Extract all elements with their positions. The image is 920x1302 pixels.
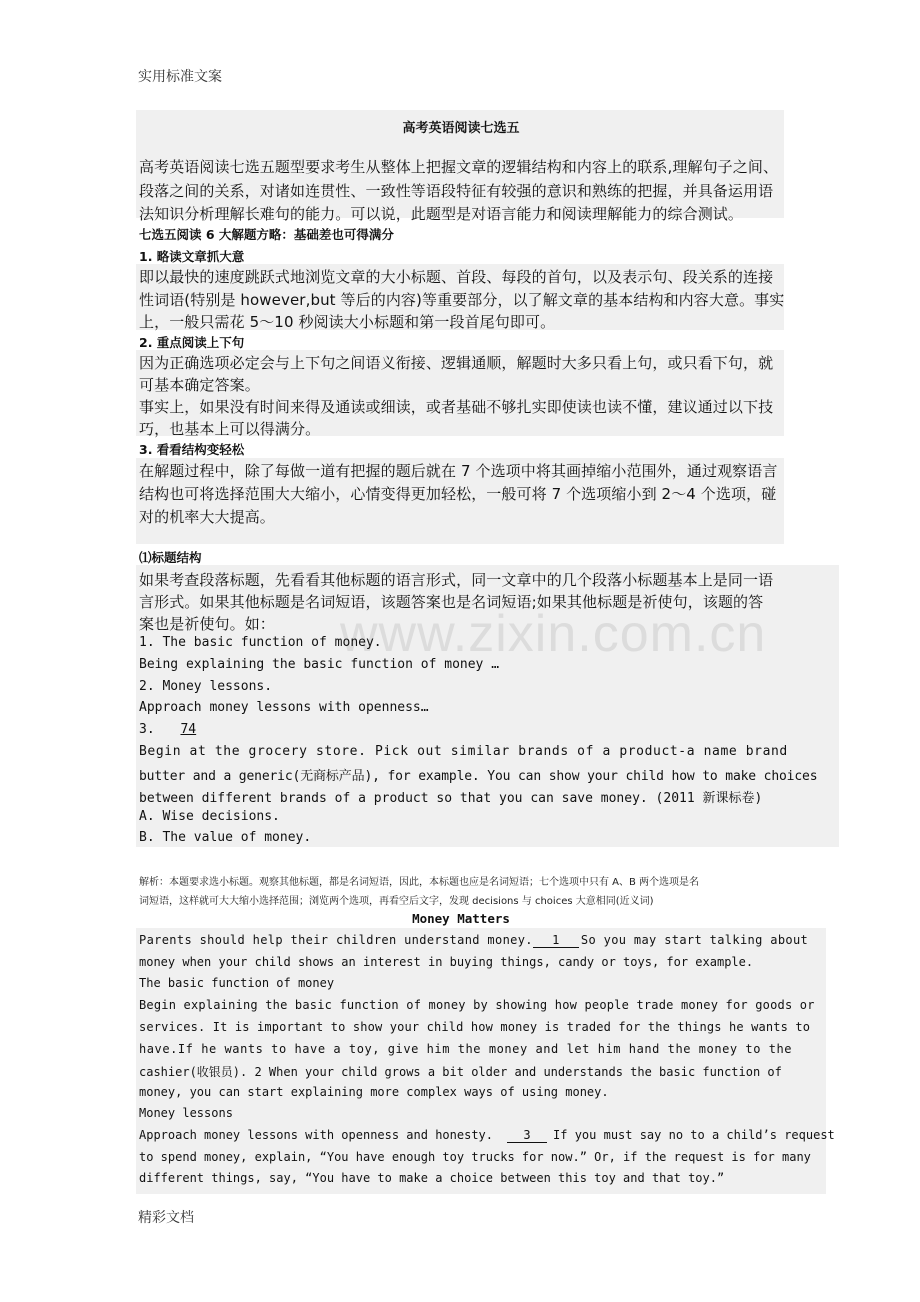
method-title: 七选五阅读 6 大解题方略：基础差也可得满分 [139,227,394,242]
document-title: 高考英语阅读七选五 [402,121,520,136]
option-a: A. Wise decisions. [139,809,280,824]
article-text: If you must say no to a child’s request [553,1128,835,1142]
section-line: 事实上，如果没有时间来得及通读或细读，或者基础不够扎实即使读也读不懂，建议通过以下技 [139,398,774,416]
section-line: 上，一般只需花 5～10 秒阅读大小标题和第一段首尾句即可。 [139,313,556,331]
article-text: Approach money lessons with openness and honesty. [139,1128,494,1142]
section-line: 在解题过程中，除了每做一道有把握的题后就在 7 个选项中将其画掉缩小范围外，通过观察语言 [139,462,778,480]
section-title: 2. 重点阅读上下句 [139,335,245,350]
subsection-line: 案也是祈使句。如： [139,615,275,633]
section-title: 1. 略读文章抓大意 [139,249,245,264]
section-title: 3. 看看结构变轻松 [139,442,245,457]
section-line: 可基本确定答案。 [139,376,260,394]
article-line: Begin explaining the basic function of money by showing how people trade money for goods or [139,998,815,1012]
subsection-line: 如果考查段落标题，先看看其他标题的语言形式，同一文章中的几个段落小标题基本上是同一语 [139,571,774,589]
intro-line: 高考英语阅读七选五题型要求考生从整体上把握文章的逻辑结构和内容上的联系,理解句子之间、 [139,158,779,176]
section-line: 性词语(特别是 however,but 等后的内容)等重要部分，以了解文章的基本结构和内容大意。事实 [139,291,785,309]
section-line: 因为正确选项必定会与上下句之间语义衔接、逻辑通顺，解题时大多只看上句，或只看下句，就 [139,354,774,372]
example-line: between different brands of a product so that you can save money. (2011 新课标卷) [139,791,763,806]
section-line: 结构也可将选择范围大大缩小，心情变得更加轻松，一般可将 7 个选项缩小到 2～4 个选项，碰 [139,485,777,503]
article-text: Parents should help their children understand money. [139,933,533,947]
article-line: have.If he wants to have a toy, give him the money and let him hand the money to the [139,1042,793,1056]
example-line: Being explaining the basic function of money … [139,657,500,672]
example-line: 1. The basic function of money. [139,635,382,650]
article-text: So you may start talking about [580,933,809,947]
analysis-line: 解析：本题要求选小标题。观察其他标题，都是名词短语，因此，本标题也应是名词短语；七个选项中只有 A、B 两个选项是名 [139,877,700,888]
example-line: butter and a generic(无商标产品), for example. You can show your child how to make choices [139,769,818,784]
article-line: to spend money, explain, “You have enough toy trucks for now.” Or, if the request is for many [139,1150,811,1164]
example-blank: 74 [180,722,197,737]
article-line: cashier(收银员). 2 When your child grows a bit older and understands the basic function of [139,1065,782,1079]
intro-line: 法知识分析理解长难句的能力。可以说，此题型是对语言能力和阅读理解能力的综合测试。 [139,205,744,223]
article-line [139,933,808,948]
example-number: 3. [139,722,155,737]
section-line: 即以最快的速度跳跃式地浏览文章的大小标题、首段、每段的首句，以及表示句、段关系的连接 [139,268,774,286]
subsection-title: ⑴标题结构 [139,550,202,565]
answer-blank: 1 [533,933,579,948]
example-line: Approach money lessons with openness… [139,700,429,715]
article-line: different things, say, “You have to make a choice between this toy and that toy.” [139,1171,725,1185]
intro-line: 段落之间的关系，对诸如连贯性、一致性等语段特征有较强的意识和熟练的把握，并具备运用语 [139,182,774,200]
watermark: www.zixin.com.cn [340,605,767,663]
section-line: 对的机率大大提高。 [139,508,275,526]
article-heading: Money lessons [139,1106,233,1120]
example-line [139,722,196,737]
article-line: services. It is important to show your child how money is traded for the things he wants to [139,1020,811,1034]
article-line [139,1128,835,1143]
article-title: Money Matters [412,911,510,926]
section-line: 巧，也基本上可以得满分。 [139,420,321,438]
page-footer: 精彩文档 [138,1210,194,1226]
article-heading: The basic function of money [139,976,335,990]
article-line: money when your child shows an interest in buying things, candy or toys, for example. [139,955,754,969]
page-header: 实用标准文案 [138,69,222,85]
article-line: money, you can start explaining more complex ways of using money. [139,1085,609,1099]
subsection-line: 言形式。如果其他标题是名词短语，该题答案也是名词短语;如果其他标题是祈使句，该题的答 [139,593,764,611]
example-line: Begin at the grocery store. Pick out similar brands of a product-a name brand [139,744,788,759]
analysis-line: 词短语，这样就可大大缩小选择范围；浏览两个选项，再看空后文字，发现 decisions 与 choices 大意相同(近义词) [139,896,654,907]
example-line: 2. Money lessons. [139,679,273,694]
answer-blank: 3 [507,1128,547,1143]
option-b: B. The value of money. [139,830,312,845]
